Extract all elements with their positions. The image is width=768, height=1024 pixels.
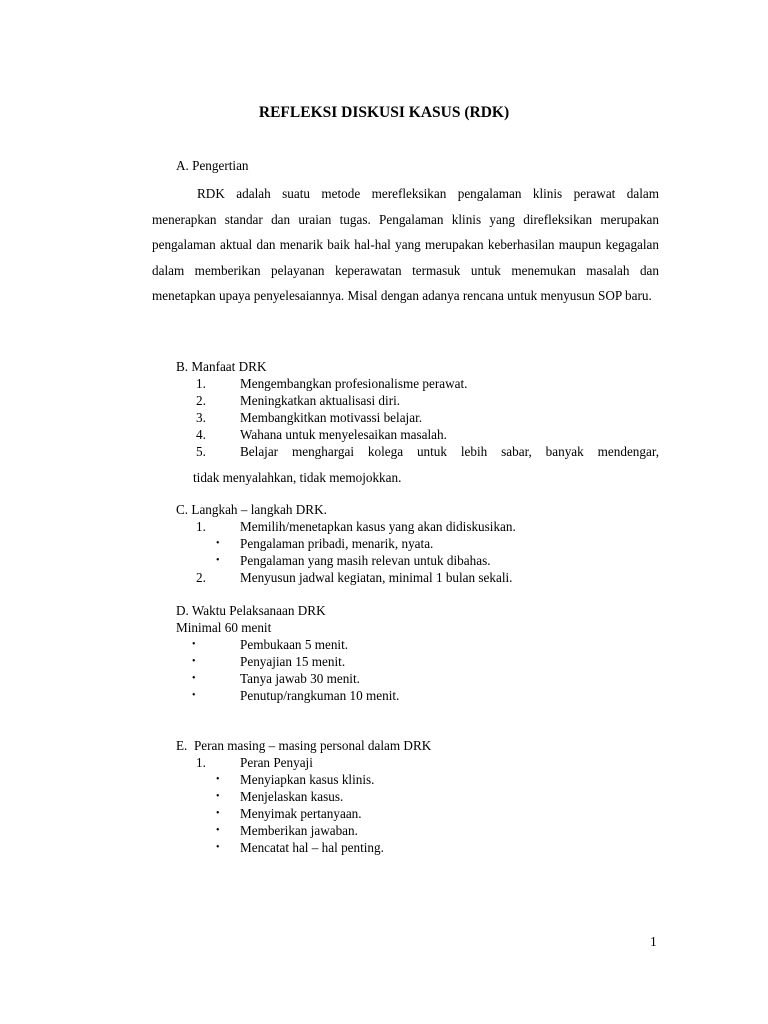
section-a-paragraph: RDK adalah suatu metode merefleksikan pengalaman klinis perawat dalam menerapkan standar dan uraian tugas. Pengalaman klinis yang direfleksikan merupakan pengalaman aktual dan menarik baik hal-hal yang merupakan keberhasilan maupun kegagalan dalam memberikan pelayanan keperawatan termasuk untuk menemukan masalah dan menetapkan upaya penyelesaiannya. Misal dengan adanya rencana untuk menyusun SOP baru.: [152, 186, 659, 304]
section-c-bullet-1: •: [216, 538, 220, 549]
page-number: 1: [650, 934, 657, 949]
section-d-bullet-text-3: Tanya jawab 30 menit.: [240, 671, 360, 686]
section-d-bullet-text-4: Penutup/rangkuman 10 menit.: [240, 688, 400, 703]
section-b-num-3: 3.: [196, 410, 206, 425]
section-e-bullet-2: •: [216, 791, 220, 802]
section-d-bullet-text-2: Penyajian 15 menit.: [240, 654, 346, 669]
section-b-num-4: 4.: [196, 427, 206, 442]
section-d-subheading: Minimal 60 menit: [176, 620, 272, 635]
section-e-bullet-text-2: Menjelaskan kasus.: [240, 789, 344, 804]
section-e-bullet-text-5: Mencatat hal – hal penting.: [240, 840, 384, 855]
section-c-num-1: 1.: [196, 519, 206, 534]
section-b-item-2: Meningkatkan aktualisasi diri.: [240, 393, 401, 408]
section-e-num-1: 1.: [196, 755, 206, 770]
section-b-num-1: 1.: [196, 376, 206, 391]
section-e-bullet-text-4: Memberikan jawaban.: [240, 823, 358, 838]
section-c-bullet-text-1: Pengalaman pribadi, menarik, nyata.: [240, 536, 434, 551]
section-e-bullet-text-1: Menyiapkan kasus klinis.: [240, 772, 375, 787]
section-b-heading: B. Manfaat DRK: [176, 359, 267, 374]
section-e-item-1: Peran Penyaji: [240, 755, 313, 770]
section-d-heading: D. Waktu Pelaksanaan DRK: [176, 603, 326, 618]
section-b-item-5-continuation: tidak menyalahkan, tidak memojokkan.: [193, 470, 402, 485]
section-e-bullet-3: •: [216, 808, 220, 819]
section-d-bullet-1: •: [192, 639, 196, 650]
section-c-bullet-2: •: [216, 555, 220, 566]
document-title: REFLEKSI DISKUSI KASUS (RDK): [258, 104, 510, 121]
section-b-num-2: 2.: [196, 393, 206, 408]
section-e-heading: E. Peran masing – masing personal dalam DRK: [176, 738, 432, 753]
section-c-item-1: Memilih/menetapkan kasus yang akan didiskusikan.: [240, 519, 516, 534]
section-d-bullet-3: •: [192, 673, 196, 684]
section-e-bullet-5: •: [216, 842, 220, 853]
section-c-bullet-text-2: Pengalaman yang masih relevan untuk dibahas.: [240, 553, 491, 568]
section-b-item-3: Membangkitkan motivassi belajar.: [240, 410, 423, 425]
section-b-item-1: Mengembangkan profesionalisme perawat.: [240, 376, 468, 391]
section-c-num-2: 2.: [196, 570, 206, 585]
section-e-bullet-text-3: Menyimak pertanyaan.: [240, 806, 362, 821]
section-c-heading: C. Langkah – langkah DRK.: [176, 502, 327, 517]
section-d-bullet-4: •: [192, 690, 196, 701]
section-e-bullet-1: •: [216, 774, 220, 785]
section-b-item-5: Belajar menghargai kolega untuk lebih sabar, banyak mendengar,: [240, 444, 659, 459]
section-c-item-2: Menyusun jadwal kegiatan, minimal 1 bulan sekali.: [240, 570, 513, 585]
section-d-bullet-text-1: Pembukaan 5 menit.: [240, 637, 349, 652]
section-d-bullet-2: •: [192, 656, 196, 667]
section-a-heading: A. Pengertian: [176, 158, 249, 173]
section-b-item-4: Wahana untuk menyelesaikan masalah.: [240, 427, 447, 442]
section-e-bullet-4: •: [216, 825, 220, 836]
section-b-num-5: 5.: [196, 444, 206, 459]
